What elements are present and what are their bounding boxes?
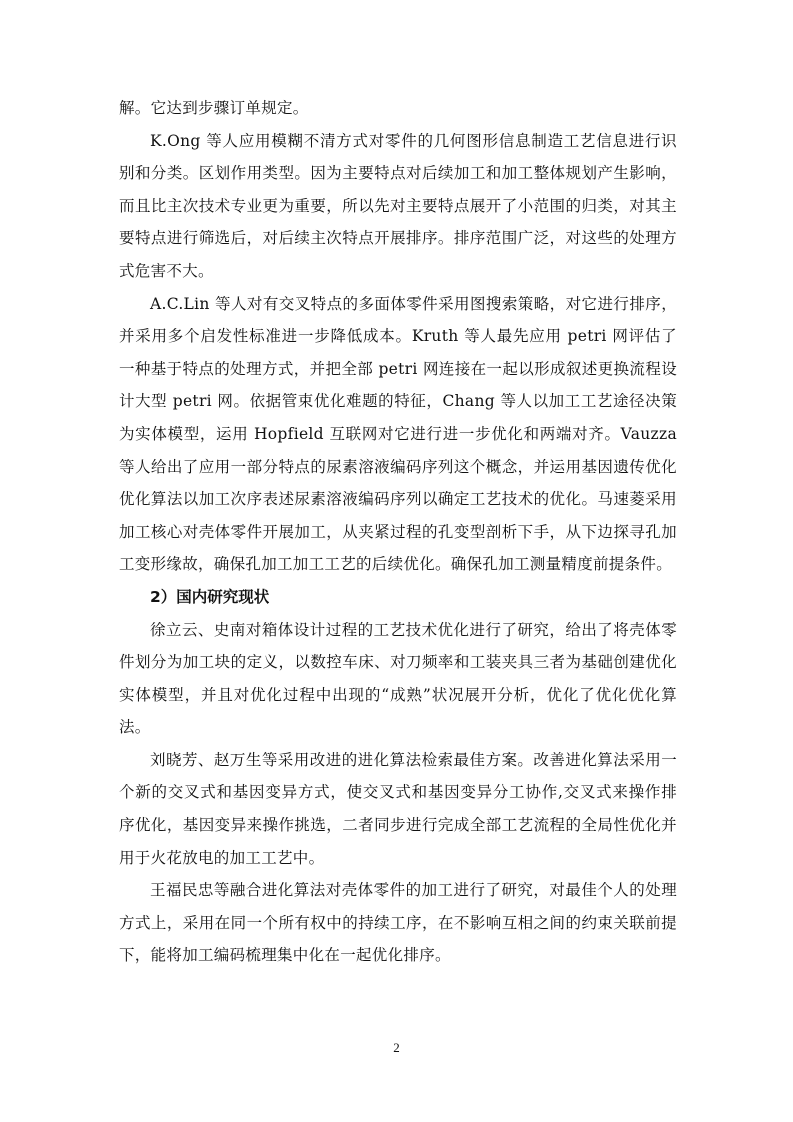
paragraph-kong: K.Ong 等人应用模糊不清方式对零件的几何图形信息制造工艺信息进行识别和分类。区划作用类型。因为主要特点对后续加工和加工整体规划产生影响，而且比主次技术专业更为重要，所以先对主要特点展开了小范围的归类，对其主要特点进行筛选后，对后续主次特点开展排序。排序范围广泛，对这些的处理方式危害不大。 <box>119 131 677 280</box>
paragraph-continuation: 解。它达到步骤订单规定。 <box>119 99 309 117</box>
paragraph-xu: 徐立云、史南对箱体设计过程的工艺技术优化进行了研究，给出了将壳体零件划分为加工块的定义，以数控车床、对刀频率和工装夹具三者为基础创建优化实体模型，并且对优化过程中出现的“成熟”状况展开分析，优化了优化优化算法。 <box>119 620 677 737</box>
document-body <box>119 92 677 972</box>
paragraph-wang: 王福民忠等融合进化算法对壳体零件的加工进行了研究，对最佳个人的处理方式上，采用在同一个所有权中的持续工序，在不影响互相之间的约束关联前提下，能将加工编码梳理集中化在一起优化排序。 <box>119 881 677 965</box>
paragraph-liu: 刘晓芳、赵万生等采用改进的进化算法检索最佳方案。改善进化算法采用一个新的交叉式和基因变异方式，使交叉式和基因变异分工协作,交叉式来操作排序优化，基因变异来操作挑选，二者同步进行完成全部工艺流程的全局性优化并用于火花放电的加工工艺中。 <box>119 750 677 867</box>
paragraph-aclin: A.C.Lin 等人对有交叉特点的多面体零件采用图搜索策略，对它进行排序，并采用多个启发性标准进一步降低成本。Kruth 等人最先应用 petri 网评估了一种基于特点的处理方式，并把全部 petri 网连接在一起以形成叙述更换流程设计大型 petri 网。依据管束优化难题的特征，Chang 等人以加工工艺途径决策为实体模型，运用 Hopfield 互联网对它进行进一步优化和两端对齐。Vauzza 等人给出了应用一部分特点的尿素溶液编码序列这个概念，并运用基因遗传优化优化算法以加工次序表述尿素溶液编码序列以确定工艺技术的优化。马速菱采用加工核心对壳体零件开展加工，从夹紧过程的孔变型剖析下手，从下边探寻孔加工变形缘故，确保孔加工加工工艺的后续优化。确保孔加工测量精度前提条件。 <box>119 294 677 574</box>
section-heading: 2）国内研究现状 <box>150 587 270 606</box>
page-number: 2 <box>393 1040 400 1055</box>
